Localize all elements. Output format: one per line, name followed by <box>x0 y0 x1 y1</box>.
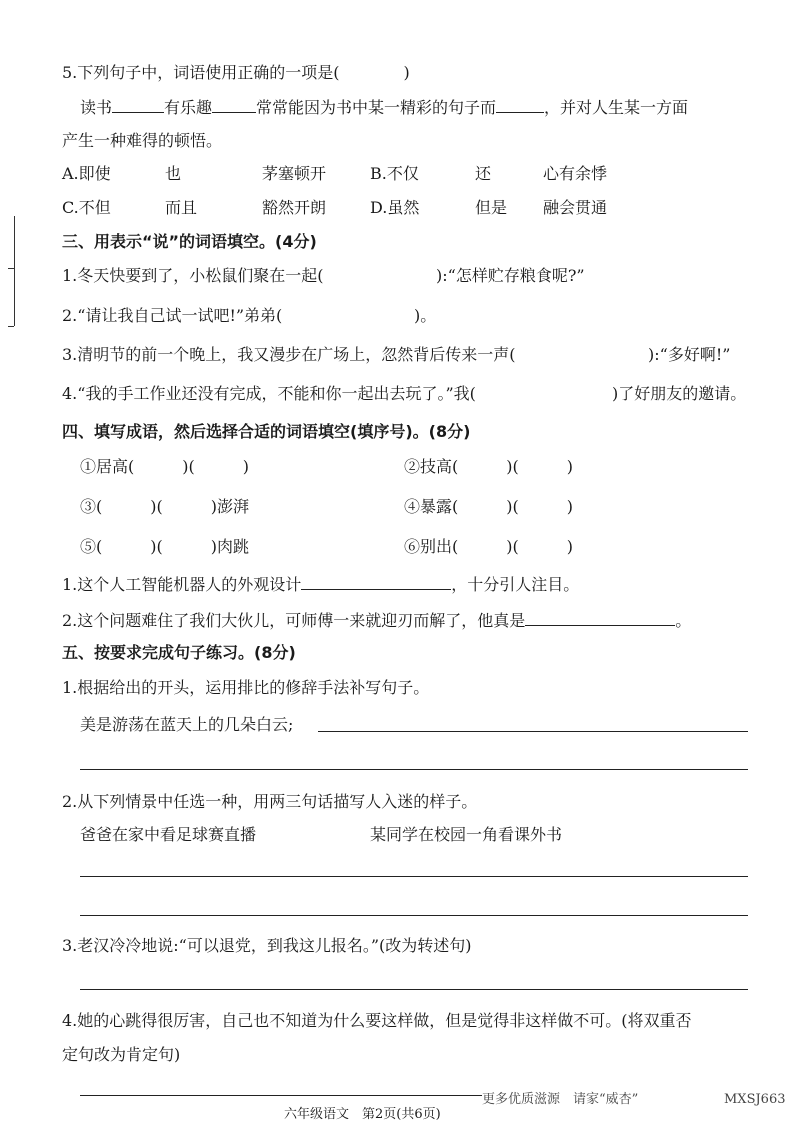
sentence-text: 1.这个人工智能机器人的外观设计 <box>62 575 302 594</box>
s4-q2 <box>62 609 691 632</box>
s3-q3-b: ):“多好啊!” <box>648 345 731 364</box>
answer-line[interactable] <box>80 1095 482 1096</box>
option-a-label: A.即使 <box>62 164 111 183</box>
option-b-label: B.不仅 <box>370 164 419 183</box>
idiom-item-2: ②技高( )( ) <box>404 457 573 476</box>
fill-blank[interactable] <box>496 96 544 113</box>
idiom-item-5: ⑤( )( )肉跳 <box>80 537 249 556</box>
idiom-item-3: ③( )( )澎湃 <box>80 497 249 516</box>
binding-tick <box>8 326 14 327</box>
fill-blank[interactable] <box>212 96 256 113</box>
idiom-item-1: ①居高( )( ) <box>80 457 249 476</box>
fill-blank[interactable] <box>112 96 164 113</box>
sentence-text: ，并对人生某一方面 <box>544 98 689 117</box>
sentence-text: 2.这个问题难住了我们大伙儿，可师傅一来就迎刃而解了，他真是 <box>62 611 526 630</box>
s5-q2-option-1: 爸爸在家中看足球赛直播 <box>80 825 257 844</box>
sentence-text: ，十分引人注目。 <box>451 575 580 594</box>
s3-q2-a: 2.“请让我自己试一试吧!”弟弟( <box>62 306 283 325</box>
footer-code: MXSJ663 <box>724 1092 786 1107</box>
binding-tick <box>8 268 14 269</box>
sentence-text: 有乐趣 <box>164 98 213 117</box>
s5-q2-option-2: 某同学在校园一角看课外书 <box>370 825 563 844</box>
idiom-item-4: ④暴露( )( ) <box>404 497 573 516</box>
s3-q1-a: 1.冬天快要到了，小松鼠们聚在一起( <box>62 266 324 285</box>
option-d-word1: 但是 <box>475 198 508 217</box>
answer-line[interactable] <box>80 876 748 877</box>
s5-q2: 2.从下列情景中任选一种，用两三句话描写人入迷的样子。 <box>62 792 478 811</box>
option-d-word2: 融会贯通 <box>543 198 608 217</box>
option-c-label: C.不但 <box>62 198 111 217</box>
s3-q1-b: ):“怎样贮存粮食呢?” <box>436 266 585 285</box>
sentence-text: 常常能因为书中某一精彩的句子而 <box>256 98 497 117</box>
s5-q1: 1.根据给出的开头，运用排比的修辞手法补写句子。 <box>62 678 430 697</box>
q5-sentence-cont: 产生一种难得的顿悟。 <box>62 131 223 150</box>
s3-q4-a: 4.“我的手工作业还没有完成，不能和你一起出去玩了。”我( <box>62 384 476 403</box>
option-d-label: D.虽然 <box>370 198 420 217</box>
s5-q4-line1: 4.她的心跳得很厉害，自己也不知道为什么要这样做，但是觉得非这样做不可。(将双重否 <box>62 1011 692 1030</box>
answer-line[interactable] <box>80 769 748 770</box>
answer-line[interactable] <box>80 989 748 990</box>
fill-blank[interactable] <box>525 609 675 626</box>
section-5-heading: 五、按要求完成句子练习。(8分) <box>62 643 296 662</box>
option-b-word2: 心有余悸 <box>543 164 608 183</box>
footer-page-number: 六年级语文 第2页(共6页) <box>284 1107 441 1122</box>
q5-sentence <box>80 96 688 119</box>
answer-line[interactable] <box>318 731 748 732</box>
idiom-item-6: ⑥别出( )( ) <box>404 537 573 556</box>
s5-q3: 3.老汉冷冷地说:“可以退党，到我这儿报名。”(改为转述句) <box>62 936 472 955</box>
option-c-word2: 豁然开朗 <box>262 198 327 217</box>
s3-q4-b: )了好朋友的邀请。 <box>612 384 747 403</box>
footer-watermark: 更多优质滋源 请家“威杏” <box>482 1092 639 1107</box>
option-a-word2: 茅塞顿开 <box>262 164 327 183</box>
fill-blank[interactable] <box>301 573 451 590</box>
sentence-text: 。 <box>675 611 692 630</box>
s5-q4-line2: 定句改为肯定句) <box>62 1045 181 1064</box>
s4-q1 <box>62 573 579 596</box>
sentence-text: 读书 <box>80 98 113 117</box>
s3-q3-a: 3.清明节的前一个晚上，我又漫步在广场上，忽然背后传来一声( <box>62 345 516 364</box>
q5-title: 5.下列句子中，词语使用正确的一项是( ) <box>62 63 410 82</box>
option-a-word1: 也 <box>165 164 182 183</box>
option-c-word1: 而且 <box>165 198 198 217</box>
s5-q1-start: 美是游荡在蓝天上的几朵白云; <box>80 715 294 734</box>
answer-line[interactable] <box>80 915 748 916</box>
section-3-heading: 三、用表示“说”的词语填空。(4分) <box>62 232 317 251</box>
option-b-word1: 还 <box>475 164 492 183</box>
s3-q2-b: )。 <box>414 306 437 325</box>
section-4-heading: 四、填写成语，然后选择合适的词语填空(填序号)。(8分) <box>62 422 471 441</box>
binding-mark <box>14 216 15 326</box>
